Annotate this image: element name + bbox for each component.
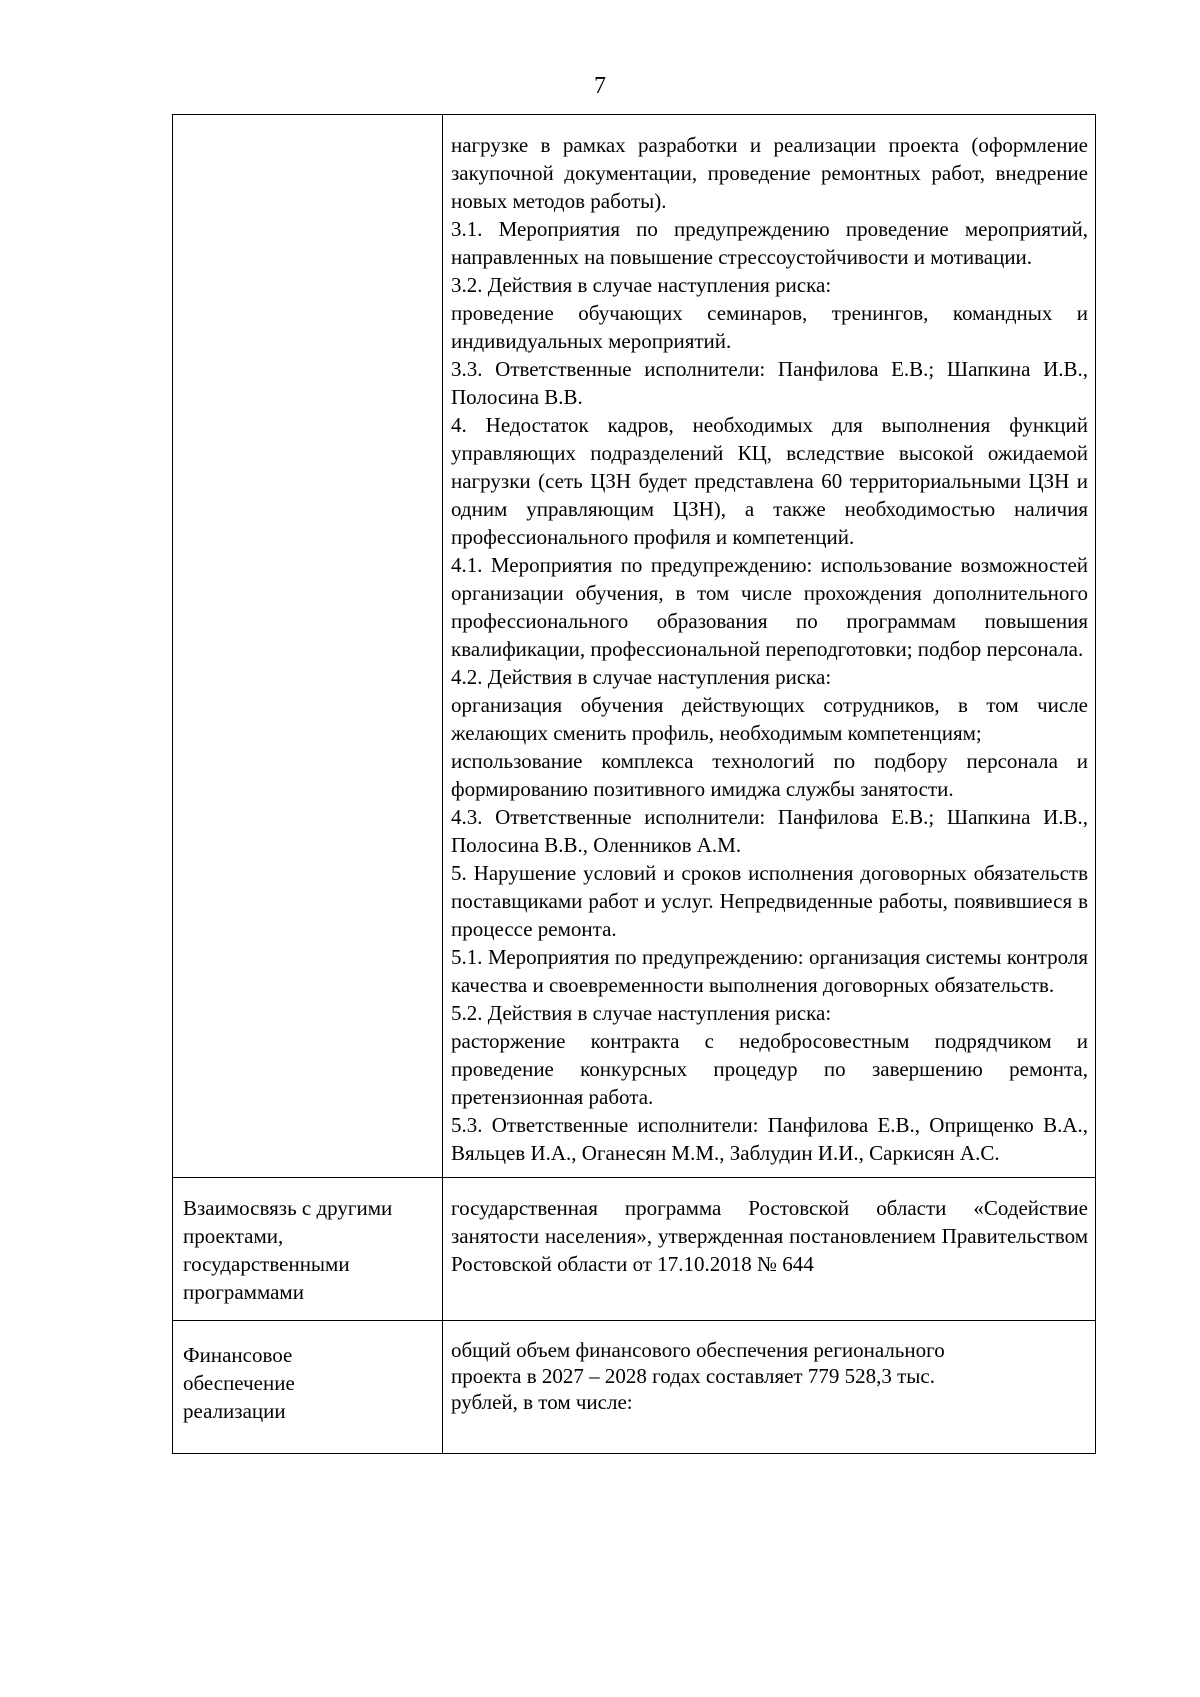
table-row-links [173, 1178, 1096, 1321]
paragraph: 4. Недостаток кадров, необходимых для выполнения функций управляющих подразделений КЦ, вследствие высокой ожидаемой нагрузки (сеть ЦЗН будет представлена 60 территориальными ЦЗН и одним управляющим ЦЗН), а также необходимостью наличия профессионального профиля и компетенций. [451, 413, 1088, 549]
finance-label-cell [173, 1321, 443, 1454]
finance-label-line: Финансовое [183, 1343, 293, 1367]
page-number: 7 [594, 73, 606, 99]
paragraph: расторжение контракта с недобросовестным подрядчиком и проведение конкурсных процедур по завершению ремонта, претензионная работа. [451, 1029, 1088, 1109]
paragraph: 5.1. Мероприятия по предупреждению: организация системы контроля качества и своевременности выполнения договорных обязательств. [451, 945, 1088, 997]
paragraph: 5.3. Ответственные исполнители: Панфилова Е.В., Оприщенко В.А., Вяльцев И.А., Оганесян М.М., Заблудин И.И., Саркисян А.С. [451, 1113, 1088, 1165]
table-row-risks [173, 115, 1096, 1178]
paragraph: государственная программа Ростовской области «Содействие занятости населения», утвержденная постановлением Правительством Ростовской области от 17.10.2018 № 644 [451, 1196, 1088, 1276]
paragraph: проведение обучающих семинаров, тренингов, командных и индивидуальных мероприятий. [451, 301, 1088, 353]
finance-line: проекта в 2027 – 2028 годах составляет 779 528,3 тыс. [451, 1364, 935, 1388]
links-label-cell: Взаимосвязь с другими проектами, государственными программами [173, 1178, 443, 1321]
finance-line: рублей, в том числе: [451, 1390, 633, 1414]
paragraph: 3.2. Действия в случае наступления риска: [451, 273, 832, 297]
finance-label-line: обеспечение [183, 1371, 295, 1395]
paragraph: 3.1. Мероприятия по предупреждению проведение мероприятий, направленных на повышение стрессоустойчивости и мотивации. [451, 217, 1088, 269]
paragraph: организация обучения действующих сотрудников, в том числе желающих сменить профиль, необходимым компетенциям; [451, 693, 1088, 745]
paragraph: 4.1. Мероприятия по предупреждению: использование возможностей организации обучения, в том числе прохождения дополнительного профессионального образования по программам повышения квалификации, профессиональной переподготовки; подбор персонала. [451, 553, 1088, 661]
paragraph: 5. Нарушение условий и сроков исполнения договорных обязательств поставщиками работ и услуг. Непредвиденные работы, появившиеся в процессе ремонта. [451, 861, 1088, 941]
paragraph: 4.2. Действия в случае наступления риска: [451, 665, 832, 689]
paragraph: 4.3. Ответственные исполнители: Панфилова Е.В.; Шапкина И.В., Полосина В.В., Оленников А.М. [451, 805, 1088, 857]
links-content-cell [443, 1178, 1096, 1321]
table-row-finance [173, 1321, 1096, 1454]
paragraph: нагрузке в рамках разработки и реализации проекта (оформление закупочной документации, проведение ремонтных работ, внедрение новых методов работы). [451, 133, 1088, 213]
risks-content-cell [443, 115, 1096, 1178]
finance-content-cell [443, 1321, 1096, 1454]
paragraph: использование комплекса технологий по подбору персонала и формированию позитивного имиджа службы занятости. [451, 749, 1088, 801]
finance-line: общий объем финансового обеспечения регионального [451, 1338, 945, 1362]
risks-label-cell [173, 115, 443, 1178]
passport-table [172, 114, 1096, 1454]
paragraph: 5.2. Действия в случае наступления риска: [451, 1001, 832, 1025]
finance-label-line: реализации [183, 1399, 286, 1423]
paragraph: 3.3. Ответственные исполнители: Панфилова Е.В.; Шапкина И.В., Полосина В.В. [451, 357, 1088, 409]
